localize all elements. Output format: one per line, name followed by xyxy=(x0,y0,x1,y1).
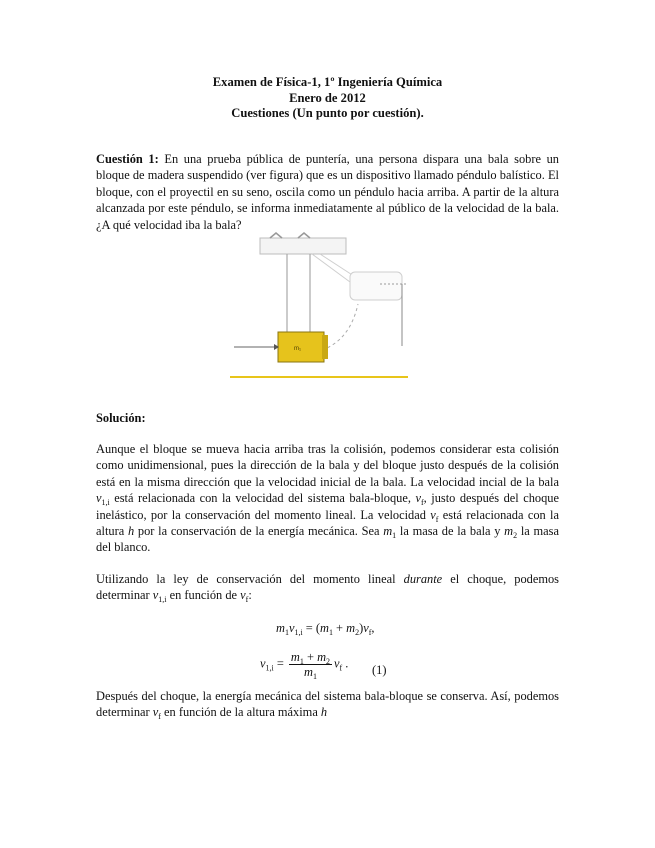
exam-header xyxy=(0,75,655,122)
wood-block-side xyxy=(322,335,328,359)
exam-title: Examen de Física-1, 1º Ingeniería Química xyxy=(212,75,443,89)
equation-number: (1) xyxy=(372,663,387,677)
equation-velocity: $v_{1,i}$ = $\frac{m_1 + m_2}{m_1}$ $v_f$ . (1) xyxy=(260,650,387,681)
equation-momentum: $m_1v_{1,i} = (m_1 + m_2)v_f$, xyxy=(276,621,375,637)
question-text: En una prueba pública de puntería, una persona dispara una bala sobre un bloque de madera suspendido (ver figura) que es un dispositivo llamado péndulo balístico. El bloque, con el proyectil en su seno, oscila como un péndulo hacia arriba. A partir de la altura alcanzada por este péndulo, se informa inmediatamente al público de la velocidad de la bala. ¿A qué velocidad iba la bala? xyxy=(96,152,559,232)
solution-paragraph-3: Después del choque, la energía mecánica del sistema bala-bloque se conserva. Así, podemos determinar $v_f$ en función de la altura máxima h xyxy=(96,689,559,722)
exam-date: Enero de 2012 xyxy=(289,90,366,105)
hook-right xyxy=(298,233,310,238)
solution-paragraph-1: Aunque el bloque se mueva hacia arriba tras la colisión, podemos considerar esta colisión como unidimensional, pues la dirección de la bala y del bloque justo después de la colisión está en la misma dirección que la velocidad inicial de la bala. La velocidad incial de la bala $v_{1,i}$ está relacionada con la velocidad del sistema bala-bloque, $v_f$, justo después del choque inelástico, por la conservación del momento lineal. La velocidad $v_f$ está relacionada con la altura h por la conservación de la energía mecánica. Sea $m_1$ la masa de la bala y $m_2$ la masa del blanco. xyxy=(96,442,559,555)
exam-subtitle: Cuestiones (Un punto por cuestión). xyxy=(231,106,424,120)
solution-paragraph-2: Utilizando la ley de conservación del momento lineal durante el choque, podemos determinar $v_{1,i}$ en función de $v_f$: xyxy=(96,572,560,605)
solution-heading: Solución: xyxy=(96,411,146,425)
question-label: Cuestión 1: xyxy=(96,152,159,166)
block-label: m₁ xyxy=(294,346,302,352)
hook-left xyxy=(270,233,282,238)
ballistic-pendulum-figure xyxy=(230,232,415,382)
ceiling-support xyxy=(260,238,346,254)
question-1 xyxy=(96,151,559,233)
swing-ghost-block xyxy=(350,272,402,300)
